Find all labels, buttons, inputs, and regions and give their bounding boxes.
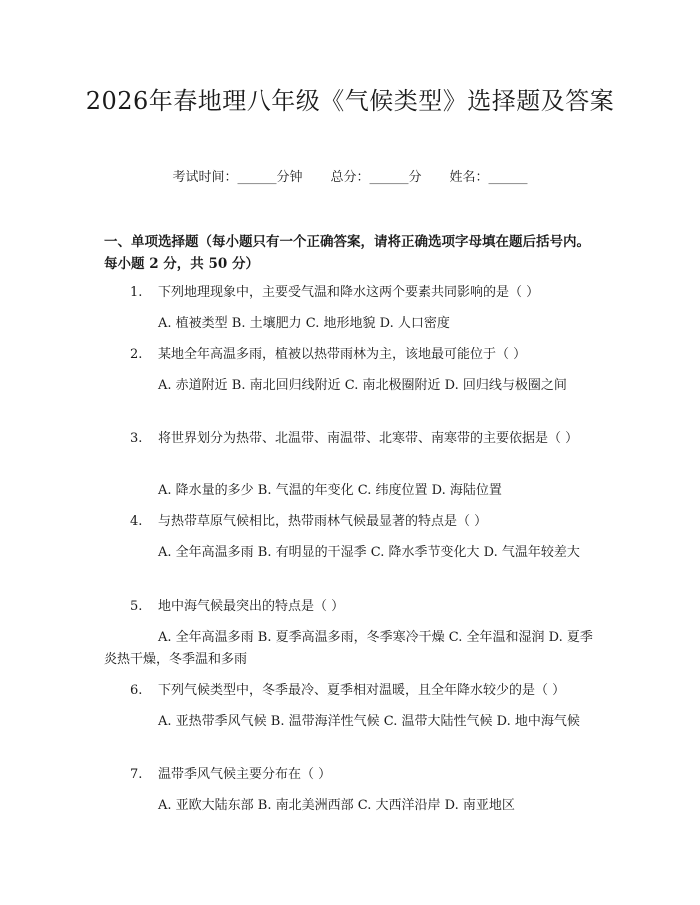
question-text: 某地全年高温多雨，植被以热带雨林为主，该地最可能位于（ ）: [158, 347, 527, 362]
question-7: [104, 764, 600, 786]
question-6: [104, 680, 600, 702]
exam-info-line: [0, 169, 700, 187]
question-5: [104, 596, 600, 618]
section-heading: 一、单项选择题（每小题只有一个正确答案，请将正确选项字母填在题后括号内。每小题 2 分，共 50 分）: [104, 234, 590, 272]
total-score-field: 总分：______分: [330, 170, 422, 185]
question-options: A. 亚欧大陆东部 B. 南北美洲西部 C. 大西洋沿岸 D. 南亚地区: [158, 798, 515, 813]
question-5-options: [104, 627, 600, 671]
question-options: A. 全年高温多雨 B. 有明显的干湿季 C. 降水季节变化大 D. 气温年较差大: [158, 545, 580, 560]
exam-time-field: 考试时间：______分钟: [172, 170, 303, 185]
question-stem: [104, 428, 600, 450]
question-number: 1.: [130, 285, 143, 300]
question-text: 下列地理现象中，主要受气温和降水这两个要素共同影响的是（ ）: [158, 285, 540, 300]
question-number: 2.: [130, 347, 143, 362]
question-3: [104, 428, 600, 450]
question-stem: [104, 764, 600, 786]
question-number: 7.: [130, 767, 143, 782]
question-2: [104, 344, 600, 366]
question-7-options: [104, 795, 600, 817]
question-3-options: [104, 480, 600, 502]
question-options: A. 植被类型 B. 土壤肥力 C. 地形地貌 D. 人口密度: [158, 316, 450, 331]
question-6-options: [104, 711, 600, 733]
question-text: 温带季风气候主要分布在（ ）: [158, 767, 332, 782]
question-1: [104, 282, 600, 304]
question-text: 地中海气候最突出的特点是（ ）: [158, 599, 345, 614]
question-4-options: [104, 542, 600, 564]
question-stem: [104, 282, 600, 304]
document-title: 2026年春地理八年级《气候类型》选择题及答案: [85, 87, 615, 115]
question-number: 6.: [130, 683, 143, 698]
question-options: A. 全年高温多雨 B. 夏季高温多雨，冬季寒冷干燥 C. 全年温和湿润 D. 夏季炎热干燥，冬季温和多雨: [104, 630, 593, 667]
question-options: A. 降水量的多少 B. 气温的年变化 C. 纬度位置 D. 海陆位置: [158, 483, 502, 498]
question-1-options: [104, 313, 600, 335]
question-stem: [104, 511, 600, 533]
student-name-field: 姓名：______: [449, 170, 528, 185]
question-number: 3.: [130, 431, 143, 446]
question-text: 下列气候类型中，冬季最冷、夏季相对温暖，且全年降水较少的是（ ）: [158, 683, 566, 698]
question-options: A. 赤道附近 B. 南北回归线附近 C. 南北极圈附近 D. 回归线与极圈之间: [158, 378, 567, 393]
question-stem: [104, 680, 600, 702]
question-text: 将世界划分为热带、北温带、南温带、北寒带、南寒带的主要依据是（ ）: [158, 431, 579, 446]
question-number: 5.: [130, 599, 143, 614]
question-stem: [104, 344, 600, 366]
question-text: 与热带草原气候相比，热带雨林气候最显著的特点是（ ）: [158, 514, 488, 529]
question-stem: [104, 596, 600, 618]
question-options: A. 亚热带季风气候 B. 温带海洋性气候 C. 温带大陆性气候 D. 地中海气候: [158, 714, 580, 729]
question-2-options: [104, 375, 600, 397]
question-4: [104, 511, 600, 533]
question-number: 4.: [130, 514, 143, 529]
